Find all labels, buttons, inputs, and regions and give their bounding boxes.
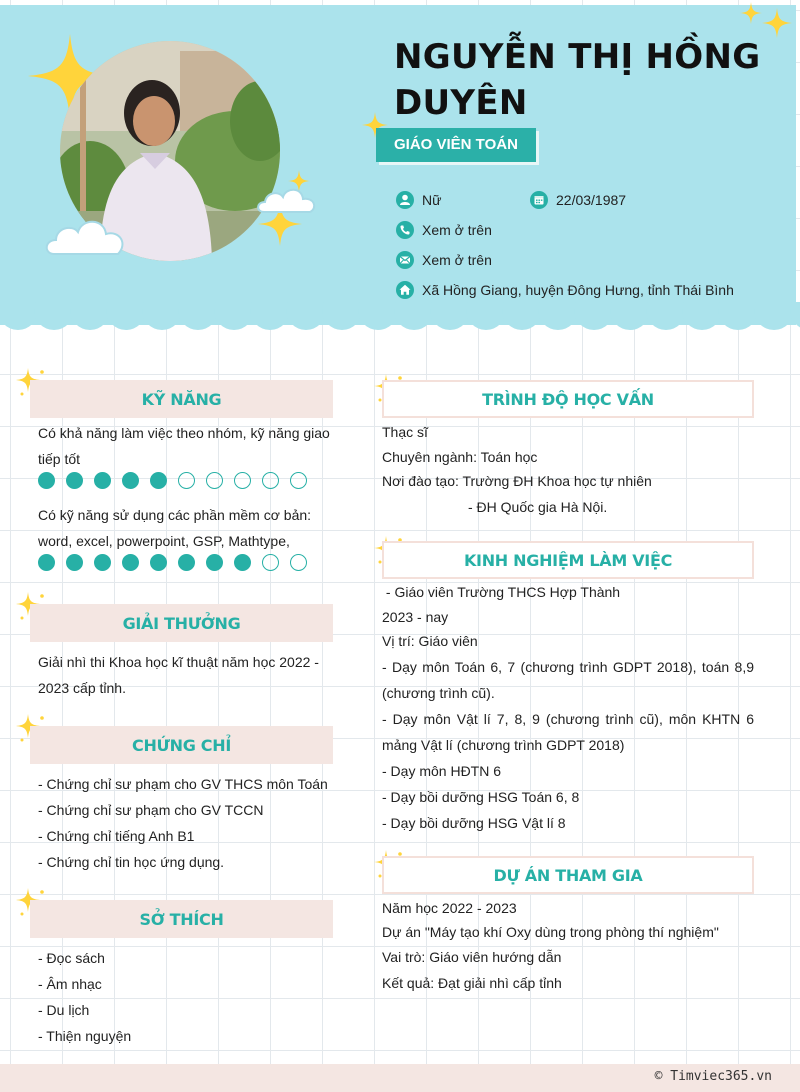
- projects-section-title: [382, 856, 754, 894]
- rating-dot-empty: [262, 472, 279, 489]
- projects-title: DỰ ÁN THAM GIA: [493, 865, 643, 885]
- education-section-title: [382, 380, 754, 418]
- rating-dot-filled: [38, 472, 55, 489]
- rating-dot-filled: [94, 554, 111, 571]
- awards-section-title: [30, 604, 333, 642]
- email-icon: [396, 251, 414, 269]
- footer-bar: [0, 1064, 800, 1092]
- email-value: Xem ở trên: [422, 252, 492, 268]
- rating-dot-filled: [66, 472, 83, 489]
- education-line: Chuyên ngành: Toán học: [382, 449, 538, 465]
- certificate-item: - Chứng chỉ tiếng Anh B1: [38, 828, 195, 844]
- project-line: Năm học 2022 - 2023: [382, 900, 517, 916]
- education-title: TRÌNH ĐỘ HỌC VẤN: [482, 389, 654, 409]
- project-line: Dự án "Máy tạo khí Oxy dùng trong phòng thí nghiệm": [382, 924, 719, 940]
- rating-dot-empty: [234, 472, 251, 489]
- job-title-badge: GIÁO VIÊN TOÁN: [376, 128, 536, 162]
- email-row: [396, 251, 492, 269]
- hobbies-section-title: [30, 900, 333, 938]
- rating-dot-filled: [150, 472, 167, 489]
- experience-duty: - Dạy bồi dưỡng HSG Vật lí 8: [382, 815, 566, 831]
- rating-dot-empty: [262, 554, 279, 571]
- address-row: [396, 281, 734, 299]
- star-icon: [740, 2, 762, 24]
- rating-dot-filled: [38, 554, 55, 571]
- experience-duty: - Dạy môn Vật lí 7, 8, 9 (chương trình cũ), môn KHTN 6 mảng Vật lí (chương trình GDPT 2018): [382, 711, 754, 753]
- footer-copyright: © Timviec365.vn: [654, 1069, 772, 1084]
- skill-1-rating: [38, 472, 307, 489]
- project-line: Vai trò: Giáo viên hướng dẫn: [382, 949, 562, 965]
- experience-position: - Giáo viên Trường THCS Hợp Thành: [382, 584, 621, 600]
- scallop-edge: [0, 302, 800, 342]
- cloud-icon: [256, 184, 318, 216]
- education-line: - ĐH Quốc gia Hà Nội.: [468, 499, 608, 515]
- hobbies-title: SỞ THÍCH: [139, 909, 224, 929]
- awards-title: GIẢI THƯỞNG: [122, 613, 241, 633]
- experience-role: Vị trí: Giáo viên: [382, 633, 478, 649]
- rating-dot-filled: [234, 554, 251, 571]
- skills-title: KỸ NĂNG: [141, 389, 222, 409]
- certificates-title: CHỨNG CHỈ: [132, 735, 231, 755]
- rating-dot-filled: [206, 554, 223, 571]
- rating-dot-empty: [290, 554, 307, 571]
- phone-value: Xem ở trên: [422, 222, 492, 238]
- experience-title: KINH NGHIỆM LÀM VIỆC: [463, 550, 673, 570]
- awards-text: Giải nhì thi Khoa học kĩ thuật năm học 2022 - 2023 cấp tỉnh.: [38, 654, 319, 696]
- birthdate-row: [530, 191, 626, 209]
- skill-2-rating: [38, 554, 307, 571]
- education-line: Nơi đào tạo: Trường ĐH Khoa học tự nhiên: [382, 473, 652, 489]
- experience-section-title: [382, 541, 754, 579]
- rating-dot-filled: [178, 554, 195, 571]
- phone-row: [396, 221, 492, 239]
- certificate-item: - Chứng chỉ sư phạm cho GV THCS môn Toán: [38, 776, 328, 792]
- certificates-section-title: [30, 726, 333, 764]
- rating-dot-empty: [178, 472, 195, 489]
- phone-icon: [396, 221, 414, 239]
- education-line: Thạc sĩ: [382, 424, 428, 440]
- rating-dot-filled: [122, 472, 139, 489]
- hobby-item: - Âm nhạc: [38, 976, 102, 992]
- home-icon: [396, 281, 414, 299]
- certificate-item: - Chứng chỉ sư phạm cho GV TCCN: [38, 802, 264, 818]
- rating-dot-empty: [290, 472, 307, 489]
- hobby-item: - Du lịch: [38, 1002, 90, 1018]
- experience-duty: - Dạy môn HĐTN 6: [382, 763, 502, 779]
- gender-value: Nữ: [422, 192, 442, 208]
- candidate-name: NGUYỄN THỊ HỒNG DUYÊN: [394, 37, 761, 123]
- rating-dot-filled: [150, 554, 167, 571]
- rating-dot-empty: [206, 472, 223, 489]
- rating-dot-filled: [122, 554, 139, 571]
- project-line: Kết quả: Đạt giải nhì cấp tỉnh: [382, 975, 562, 991]
- skill-2-text: Có kỹ năng sử dụng các phần mềm cơ bản: word, excel, powerpoint, GSP, Mathtype,: [38, 507, 312, 549]
- address-value: Xã Hồng Giang, huyện Đông Hưng, tỉnh Thái Bình: [422, 282, 734, 298]
- calendar-icon: [530, 191, 548, 209]
- skills-section-title: [30, 380, 333, 418]
- birthdate-value: 22/03/1987: [556, 192, 627, 208]
- rating-dot-filled: [66, 554, 83, 571]
- gender-row: [396, 191, 441, 209]
- experience-duty: - Dạy bồi dưỡng HSG Toán 6, 8: [382, 789, 580, 805]
- hobby-item: - Thiện nguyện: [38, 1028, 132, 1044]
- experience-period: 2023 - nay: [382, 609, 449, 625]
- cloud-icon: [44, 212, 128, 262]
- skill-1-text: Có khả năng làm việc theo nhóm, kỹ năng giao tiếp tốt: [38, 425, 330, 467]
- rating-dot-filled: [94, 472, 111, 489]
- user-icon: [396, 191, 414, 209]
- certificate-item: - Chứng chỉ tin học ứng dụng.: [38, 854, 225, 870]
- experience-duty: - Dạy môn Toán 6, 7 (chương trình GDPT 2018), toán 8,9 (chương trình cũ).: [382, 659, 754, 701]
- hobby-item: - Đọc sách: [38, 950, 105, 966]
